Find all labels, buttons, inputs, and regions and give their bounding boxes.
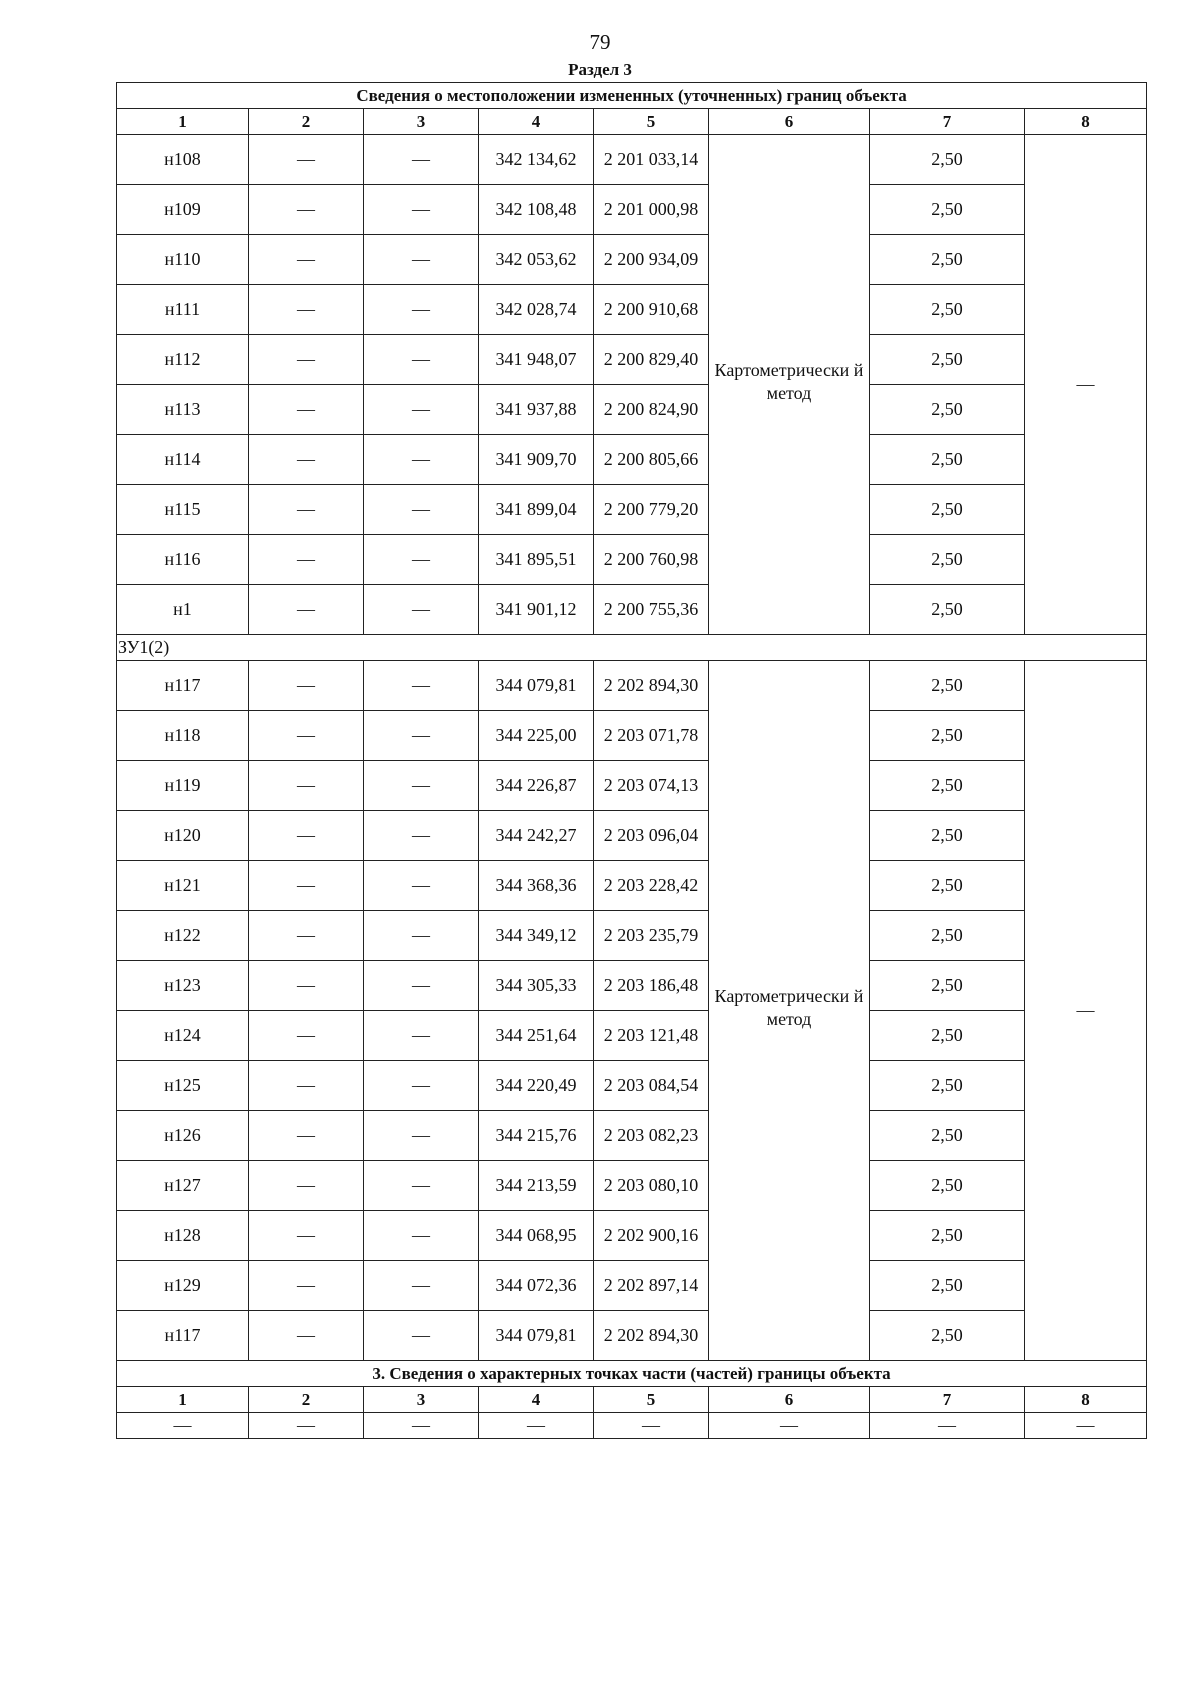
table-row [117,185,1147,235]
method-cell [709,661,870,1361]
col2-dash: — [249,585,364,635]
parts-column-header: 2 [249,1387,364,1413]
col2-dash: — [249,1211,364,1261]
table-row [117,235,1147,285]
coordinate-y: 2 202 894,30 [594,661,709,711]
table-row [117,135,1147,185]
coordinate-y: 2 203 074,13 [594,761,709,811]
accuracy: 2,50 [870,1111,1025,1161]
accuracy: 2,50 [870,711,1025,761]
col3-dash: — [364,585,479,635]
coordinate-x: 344 072,36 [479,1261,594,1311]
table-row [117,285,1147,335]
parts-empty-cell: — [117,1413,249,1439]
coordinate-x: 344 215,76 [479,1111,594,1161]
parts-column-header: 8 [1025,1387,1147,1413]
accuracy: 2,50 [870,911,1025,961]
point-number: н113 [117,385,249,435]
accuracy: 2,50 [870,235,1025,285]
point-number: н128 [117,1211,249,1261]
parcel-label: ЗУ1(2) [117,635,1147,661]
col3-dash: — [364,485,479,535]
parts-empty-cell: — [709,1413,870,1439]
parcel-label-row [117,635,1147,661]
col2-dash: — [249,911,364,961]
col3-dash: — [364,1111,479,1161]
method-cell [709,135,870,635]
point-number: н120 [117,811,249,861]
point-number: н123 [117,961,249,1011]
parts-column-header: 4 [479,1387,594,1413]
accuracy: 2,50 [870,385,1025,435]
table-row [117,811,1147,861]
column-header: 3 [364,109,479,135]
coordinate-x: 344 349,12 [479,911,594,961]
coordinate-x: 344 220,49 [479,1061,594,1111]
parts-empty-cell: — [249,1413,364,1439]
accuracy: 2,50 [870,135,1025,185]
point-number: н127 [117,1161,249,1211]
parts-empty-cell: — [479,1413,594,1439]
table-row [117,861,1147,911]
coordinate-y: 2 200 760,98 [594,535,709,585]
parts-empty-cell: — [594,1413,709,1439]
table-row [117,761,1147,811]
accuracy: 2,50 [870,1211,1025,1261]
point-number: н110 [117,235,249,285]
col2-dash: — [249,661,364,711]
column-header: 7 [870,109,1025,135]
coordinate-x: 341 895,51 [479,535,594,585]
table-row [117,1261,1147,1311]
col2-dash: — [249,761,364,811]
col3-dash: — [364,285,479,335]
parts-column-header: 3 [364,1387,479,1413]
col3-dash: — [364,661,479,711]
coordinate-y: 2 201 000,98 [594,185,709,235]
col3-dash: — [364,335,479,385]
coordinate-y: 2 203 121,48 [594,1011,709,1061]
col2-dash: — [249,285,364,335]
table-row [117,911,1147,961]
method-text: Картометрически й метод [714,359,864,403]
parts-empty-cell: — [1025,1413,1147,1439]
accuracy: 2,50 [870,761,1025,811]
coordinate-y: 2 202 897,14 [594,1261,709,1311]
accuracy: 2,50 [870,1161,1025,1211]
point-number: н119 [117,761,249,811]
column-header: 8 [1025,109,1147,135]
coordinate-x: 342 108,48 [479,185,594,235]
col2-dash: — [249,1111,364,1161]
accuracy: 2,50 [870,335,1025,385]
col8-dash: — [1025,135,1147,635]
accuracy: 2,50 [870,661,1025,711]
column-header: 4 [479,109,594,135]
accuracy: 2,50 [870,435,1025,485]
table-row [117,1161,1147,1211]
coordinate-x: 344 251,64 [479,1011,594,1061]
coordinate-x: 342 134,62 [479,135,594,185]
accuracy: 2,50 [870,585,1025,635]
point-number: н118 [117,711,249,761]
col3-dash: — [364,1161,479,1211]
coordinate-y: 2 203 096,04 [594,811,709,861]
point-number: н111 [117,285,249,335]
point-number: н129 [117,1261,249,1311]
coordinate-x: 344 213,59 [479,1161,594,1211]
col2-dash: — [249,535,364,585]
point-number: н126 [117,1111,249,1161]
table-row [117,1111,1147,1161]
column-header: 2 [249,109,364,135]
boundary-points-table [116,82,1147,1439]
col3-dash: — [364,861,479,911]
col3-dash: — [364,811,479,861]
point-number: н116 [117,535,249,585]
col3-dash: — [364,135,479,185]
point-number: н117 [117,661,249,711]
coordinate-y: 2 202 900,16 [594,1211,709,1261]
col3-dash: — [364,961,479,1011]
parts-column-header: 7 [870,1387,1025,1413]
accuracy: 2,50 [870,811,1025,861]
coordinate-x: 341 909,70 [479,435,594,485]
col2-dash: — [249,135,364,185]
coordinate-y: 2 203 186,48 [594,961,709,1011]
coordinate-y: 2 203 228,42 [594,861,709,911]
accuracy: 2,50 [870,1011,1025,1061]
parts-empty-row [117,1413,1147,1439]
point-number: н122 [117,911,249,961]
col3-dash: — [364,1211,479,1261]
col2-dash: — [249,961,364,1011]
col2-dash: — [249,1161,364,1211]
coordinate-x: 341 948,07 [479,335,594,385]
coordinate-x: 341 899,04 [479,485,594,535]
coordinate-y: 2 203 082,23 [594,1111,709,1161]
col2-dash: — [249,861,364,911]
table-row [117,661,1147,711]
coordinate-y: 2 200 755,36 [594,585,709,635]
coordinate-x: 342 028,74 [479,285,594,335]
col3-dash: — [364,535,479,585]
table-row [117,585,1147,635]
column-header: 1 [117,109,249,135]
point-number: н1 [117,585,249,635]
point-number: н114 [117,435,249,485]
table-row [117,1061,1147,1111]
table-row [117,1211,1147,1261]
col3-dash: — [364,385,479,435]
table-caption: Сведения о местоположении измененных (уточненных) границ объекта [117,83,1147,109]
point-number: н108 [117,135,249,185]
parts-column-header: 6 [709,1387,870,1413]
parts-empty-cell: — [364,1413,479,1439]
col3-dash: — [364,1261,479,1311]
parts-column-header: 1 [117,1387,249,1413]
coordinate-x: 341 937,88 [479,385,594,435]
accuracy: 2,50 [870,485,1025,535]
col3-dash: — [364,185,479,235]
col2-dash: — [249,1261,364,1311]
table-caption-row [117,83,1147,109]
coordinate-x: 344 079,81 [479,661,594,711]
coordinate-x: 344 242,27 [479,811,594,861]
col2-dash: — [249,485,364,535]
parts-caption: 3. Сведения о характерных точках части (частей) границы объекта [117,1361,1147,1387]
col2-dash: — [249,235,364,285]
coordinate-x: 344 368,36 [479,861,594,911]
coordinate-y: 2 200 829,40 [594,335,709,385]
coordinate-y: 2 203 071,78 [594,711,709,761]
coordinate-y: 2 200 805,66 [594,435,709,485]
coordinate-y: 2 200 910,68 [594,285,709,335]
table-row [117,1011,1147,1061]
coordinate-x: 342 053,62 [479,235,594,285]
col2-dash: — [249,1311,364,1361]
table-row [117,535,1147,585]
table-row [117,335,1147,385]
point-number: н109 [117,185,249,235]
point-number: н124 [117,1011,249,1061]
coordinate-y: 2 203 084,54 [594,1061,709,1111]
coordinate-y: 2 203 235,79 [594,911,709,961]
coordinate-y: 2 200 934,09 [594,235,709,285]
col2-dash: — [249,1011,364,1061]
point-number: н121 [117,861,249,911]
point-number: н125 [117,1061,249,1111]
col3-dash: — [364,911,479,961]
table-row [117,961,1147,1011]
accuracy: 2,50 [870,1311,1025,1361]
col2-dash: — [249,1061,364,1111]
col8-dash: — [1025,661,1147,1361]
coordinate-x: 344 226,87 [479,761,594,811]
table-row [117,435,1147,485]
col3-dash: — [364,435,479,485]
section-title: Раздел 3 [568,60,632,79]
col3-dash: — [364,1011,479,1061]
accuracy: 2,50 [870,861,1025,911]
col2-dash: — [249,335,364,385]
method-text: Картометрически й метод [714,985,864,1029]
col3-dash: — [364,711,479,761]
coordinate-x: 344 079,81 [479,1311,594,1361]
accuracy: 2,50 [870,185,1025,235]
table-row [117,1311,1147,1361]
coordinate-y: 2 203 080,10 [594,1161,709,1211]
parts-header-row [117,1387,1147,1413]
point-number: н112 [117,335,249,385]
table-row [117,485,1147,535]
coordinate-x: 344 068,95 [479,1211,594,1261]
coordinate-y: 2 200 779,20 [594,485,709,535]
col2-dash: — [249,385,364,435]
coordinate-x: 341 901,12 [479,585,594,635]
parts-caption-row [117,1361,1147,1387]
column-header: 5 [594,109,709,135]
column-header-row [117,109,1147,135]
coordinate-y: 2 201 033,14 [594,135,709,185]
col3-dash: — [364,1061,479,1111]
point-number: н117 [117,1311,249,1361]
col2-dash: — [249,185,364,235]
col3-dash: — [364,761,479,811]
accuracy: 2,50 [870,1261,1025,1311]
table-row [117,711,1147,761]
parts-column-header: 5 [594,1387,709,1413]
table-row [117,385,1147,435]
column-header: 6 [709,109,870,135]
col2-dash: — [249,435,364,485]
point-number: н115 [117,485,249,535]
accuracy: 2,50 [870,961,1025,1011]
coordinate-x: 344 225,00 [479,711,594,761]
parts-empty-cell: — [870,1413,1025,1439]
col2-dash: — [249,711,364,761]
coordinate-y: 2 200 824,90 [594,385,709,435]
col3-dash: — [364,1311,479,1361]
col3-dash: — [364,235,479,285]
page-number: 79 [589,30,611,54]
accuracy: 2,50 [870,1061,1025,1111]
coordinate-y: 2 202 894,30 [594,1311,709,1361]
col2-dash: — [249,811,364,861]
accuracy: 2,50 [870,535,1025,585]
accuracy: 2,50 [870,285,1025,335]
coordinate-x: 344 305,33 [479,961,594,1011]
